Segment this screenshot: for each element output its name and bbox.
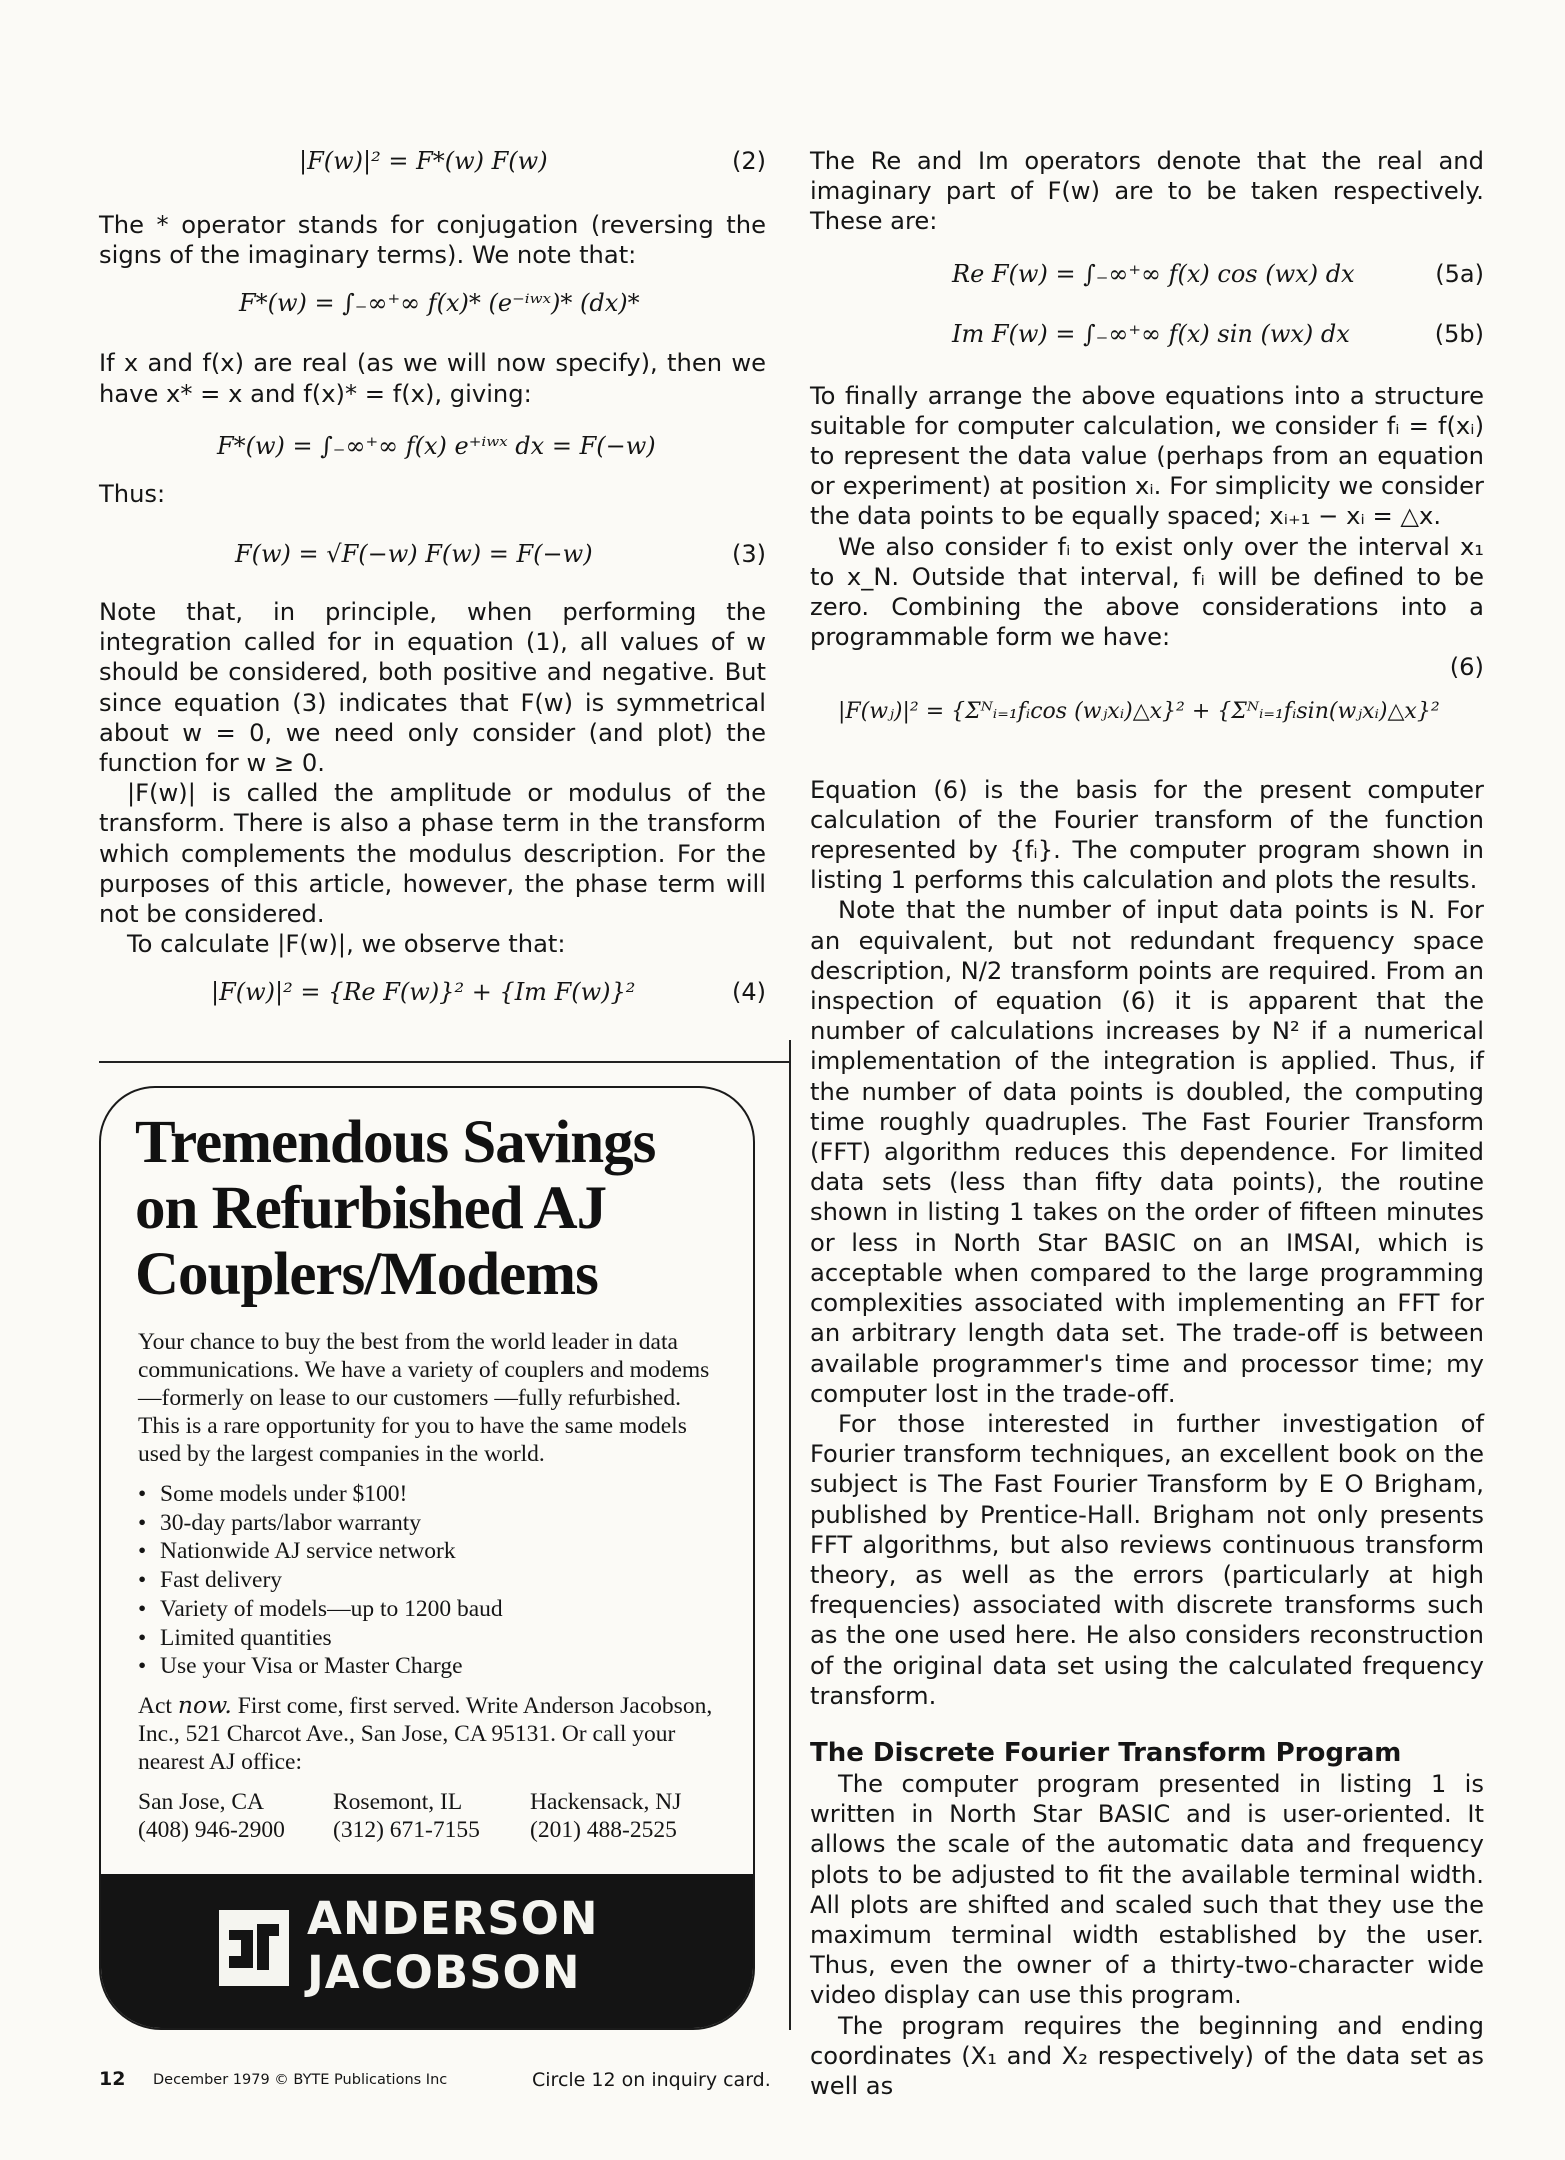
ad-brand-name [307, 1892, 599, 2000]
equation-4-formula: |F(w)|² = {Re F(w)}² + {Im F(w)}² [211, 978, 636, 1007]
ad-office-phone: (201) 488-2525 [530, 1816, 677, 1843]
paragraph: |F(w)| is called the amplitude or modulus of the transform. There is also a phase term in the transform which complements the modulus description. For the purposes of this article, however, the phase term will not be considered. [99, 779, 766, 929]
paragraph: Note that the number of input data points is N. For an equivalent, but not redundant frequency space description, N/2 transform points are required. From an inspection of equation (6) it is apparent that the number of calculations increases by N² if a numerical implementation of the integration is applied. Thus, if the number of data points is doubled, the computing time roughly quadruples. The Fast Fourier Transform (FFT) algorithm reduces this dependence. For limited data sets (less than fifty data points), the routine shown in listing 1 takes on the order of fifteen minutes or less in North Star BASIC on an IMSAI, which is acceptable when compared to the large programming complexities associated with implementing an FFT for an arbitrary length data set. The trade-off is between available programmer's time and processor time; my computer lost in the trade-off. [810, 896, 1484, 1408]
paragraph: The * operator stands for conjugation (reversing the signs of the imaginary terms). We note that: [99, 211, 766, 270]
ad-top-rule [99, 1061, 791, 1063]
ad-act-now: now. [177, 1690, 232, 1719]
ad-office-phone: (312) 671-7155 [333, 1816, 480, 1843]
thus-label: Thus: [99, 479, 166, 508]
inquiry-note: Circle 12 on inquiry card. [532, 2069, 771, 2091]
ad-act-text: First come, first served. Write Anderson Jacobson, Inc., 521 Charcot Ave., San Jose, CA 95131. Or call your nearest AJ office: [138, 1692, 713, 1775]
ad-office-city: Rosemont, IL [333, 1788, 463, 1815]
paragraph: To calculate |F(w)|, we observe that: [127, 930, 566, 959]
equation-2-formula: |F(w)|² = F*(w) F(w) [299, 147, 548, 175]
ad-call-to-action [138, 1691, 728, 1776]
ad-bullet: • Fast delivery [138, 1566, 728, 1595]
equation-5b-formula: Im F(w) = ∫₋∞⁺∞ f(x) sin (wx) dx [952, 319, 1350, 348]
paragraph: If x and f(x) are real (as we will now specify), then we have x* = x and f(x)* = f(x), giving: [99, 349, 766, 408]
paragraph: The program requires the beginning and ending coordinates (X₁ and X₂ respectively) of the data set as well as [810, 2011, 1484, 2100]
ad-bullet: • Some models under $100! [138, 1480, 728, 1509]
ad-bullet: • Limited quantities [138, 1624, 728, 1653]
ad-headline-line: on Refurbished AJ [135, 1175, 607, 1242]
equation-6-number: (6) [1449, 653, 1484, 682]
equation-3 [99, 539, 766, 573]
equation-6-formula: |F(wⱼ)|² = {Σᴺᵢ₌₁fᵢcos (wⱼxᵢ)△x}² + {Σᴺᵢ₌₁fᵢsin(wⱼxᵢ)△x}² [838, 698, 1440, 724]
ad-headline [135, 1110, 735, 1308]
left-column [99, 146, 766, 1011]
paragraph: To finally arrange the above equations into a structure suitable for computer calculation, we consider fᵢ = f(xᵢ) to represent the data value (perhaps from an equation or experiment) at position xᵢ. For simplicity we consider the data points to be equally spaced; xᵢ₊₁ − xᵢ = △x. [810, 381, 1484, 531]
equation-3-formula: F(w) = √F(−w) F(w) = F(−w) [235, 540, 593, 569]
column-rule [789, 1040, 791, 2030]
aj-logo-icon [219, 1910, 289, 1986]
paragraph: We also consider fᵢ to exist only over the interval x₁ to x_N. Outside that interval, fᵢ will be defined to be zero. Combining the above considerations into a programmable form we have: [810, 532, 1484, 652]
equation-real [99, 431, 766, 465]
ad-intro: Your chance to buy the best from the world leader in data communications. We have a variety of couplers and modems—formerly on lease to our customers —fully refurbished. This is a rare opportunity for you to have the same models used by the largest companies in the world. [138, 1329, 710, 1467]
equation-conjugate-formula: F*(w) = ∫₋∞⁺∞ f(x)* (e⁻ⁱʷˣ)* (dx)* [239, 289, 640, 318]
page-number: 12 [99, 2068, 126, 2090]
paragraph: Note that, in principle, when performing the integration called for in equation (1), all values of w should be considered, both positive and negative. But since equation (3) indicates that F(w) is symmetrical about w = 0, we need only consider (and plot) the function for w ≥ 0. [99, 598, 766, 778]
equation-real-formula: F*(w) = ∫₋∞⁺∞ f(x) e⁺ⁱʷˣ dx = F(−w) [217, 431, 656, 460]
paragraph: For those interested in further investigation of Fourier transform techniques, an excellent book on the subject is The Fast Fourier Transform by E O Brigham, published by Prentice-Hall. Brigham not only presents FFT algorithms, but also reviews continuous transform theory, as well as the errors (particularly at high frequencies) associated with discrete transforms such as the one used here. He also considers reconstruction of the original data set using the calculated frequency transform. [810, 1409, 1484, 1710]
ad-brand-line: ANDERSON [307, 1892, 599, 1945]
ad-offices [138, 1788, 728, 1844]
ad-office-phone: (408) 946-2900 [138, 1816, 285, 1843]
ad-bullet-list [138, 1480, 728, 1681]
ad-bullet: • Use your Visa or Master Charge [138, 1652, 728, 1681]
equation-3-number: (3) [732, 540, 766, 569]
section-heading: The Discrete Fourier Transform Program [810, 1737, 1402, 1768]
ad-office [138, 1788, 333, 1844]
advertisement [99, 1086, 755, 2030]
paragraph: The computer program presented in listing 1 is written in North Star BASIC and is user-oriented. It allows the scale of the automatic data and frequency plots to be adjusted to fit the available terminal width. All plots are shifted and scaled such that they use the maximum terminal width established by the user. Thus, even the owner of a thirty-two-character wide video display can use this program. [810, 1769, 1484, 2010]
ad-office-city: San Jose, CA [138, 1788, 264, 1815]
ad-brand-line: JACOBSON [307, 1946, 581, 1999]
ad-act-label: Act [138, 1692, 172, 1719]
ad-bullet: • Variety of models—up to 1200 baud [138, 1595, 728, 1624]
equation-5a-number: (5a) [1435, 259, 1484, 288]
equation-4-number: (4) [732, 978, 766, 1007]
equation-4 [99, 977, 766, 1011]
ad-office [333, 1788, 530, 1844]
ad-office-city: Hackensack, NJ [530, 1788, 682, 1815]
ad-bullet: • Nationwide AJ service network [138, 1537, 728, 1566]
equation-6 [810, 697, 1484, 731]
equation-5b-number: (5b) [1434, 319, 1484, 348]
equation-2 [99, 146, 766, 180]
equation-conjugate [99, 288, 766, 322]
equation-5a-formula: Re F(w) = ∫₋∞⁺∞ f(x) cos (wx) dx [952, 259, 1355, 288]
equation-5a [810, 259, 1484, 293]
ad-office [530, 1788, 681, 1844]
right-column [810, 146, 1484, 2101]
ad-logo-banner [101, 1874, 753, 2028]
ad-bullet: • 30-day parts/labor warranty [138, 1509, 728, 1538]
ad-headline-line: Couplers/Modems [135, 1241, 598, 1308]
equation-5b [810, 319, 1484, 353]
ad-body [138, 1328, 728, 1844]
paragraph: The Re and Im operators denote that the real and imaginary part of F(w) are to be taken respectively. These are: [810, 147, 1484, 236]
footer-date: December 1979 © BYTE Publications Inc [153, 2072, 448, 2088]
paragraph: Equation (6) is the basis for the present computer calculation of the Fourier transform of the function represented by {fᵢ}. The computer program shown in listing 1 performs this calculation and plots the results. [810, 775, 1484, 895]
equation-2-number: (2) [732, 147, 766, 175]
ad-headline-line: Tremendous Savings [135, 1109, 656, 1176]
